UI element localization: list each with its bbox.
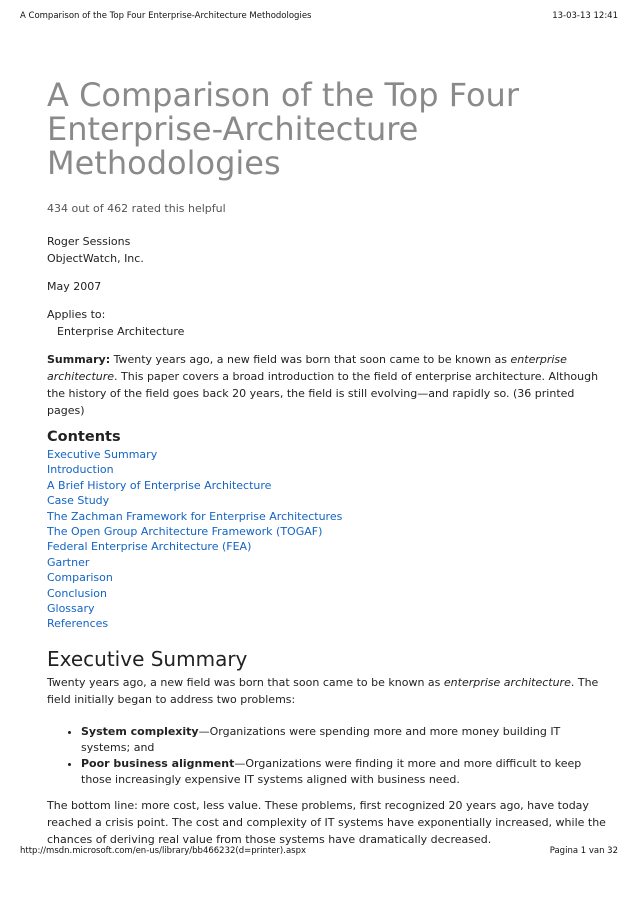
toc-link-fea[interactable]: Federal Enterprise Architecture (FEA) (47, 540, 252, 554)
toc-link-gartner[interactable]: Gartner (47, 555, 90, 569)
toc-link-zachman[interactable]: The Zachman Framework for Enterprise Architectures (47, 509, 343, 523)
table-of-contents (47, 447, 607, 632)
summary-paragraph (47, 351, 607, 419)
list-item (81, 724, 607, 756)
print-header-datetime: 13-03-13 12:41 (552, 11, 618, 21)
print-footer-url: http://msdn.microsoft.com/en-us/library/bb466232(d=printer).aspx (20, 846, 307, 856)
summary-text-1: Twenty years ago, a new field was born that soon came to be known as (110, 353, 511, 366)
intro-text-1: Twenty years ago, a new field was born that soon came to be known as (47, 675, 444, 689)
intro-text-2: . The field initially began to address two problems: (47, 675, 599, 706)
print-header (20, 11, 618, 21)
toc-link-togaf[interactable]: The Open Group Architecture Framework (TOGAF) (47, 525, 323, 539)
publish-date: May 2007 (47, 280, 102, 293)
applies-to (47, 306, 607, 340)
bullet-term: System complexity (81, 724, 199, 738)
bullet-term: Poor business alignment (81, 756, 235, 770)
article-content (47, 78, 607, 848)
summary-label: Summary: (47, 353, 111, 366)
list-item (81, 756, 607, 788)
toc-link-executive-summary[interactable]: Executive Summary (47, 448, 158, 461)
bullet-text: —Organizations were finding it more and more difficult to keep those increasingly expensive IT systems aligned with business need. (81, 756, 582, 786)
applies-to-label: Applies to: (47, 308, 106, 321)
print-footer-page-number: Pagina 1 van 32 (549, 846, 618, 856)
contents-heading: Contents (47, 429, 121, 445)
print-footer (20, 846, 618, 856)
helpful-rating: 434 out of 462 rated this helpful (47, 202, 226, 215)
toc-link-conclusion[interactable]: Conclusion (47, 586, 107, 600)
bullet-text: —Organizations were spending more and more money building IT systems; and (81, 724, 561, 754)
toc-link-comparison[interactable]: Comparison (47, 571, 113, 585)
toc-link-case-study[interactable]: Case Study (47, 494, 110, 508)
toc-link-brief-history[interactable]: A Brief History of Enterprise Architecture (47, 478, 272, 492)
executive-summary-intro (47, 674, 607, 708)
author-company: ObjectWatch, Inc. (47, 252, 144, 265)
applies-to-item: Enterprise Architecture (57, 325, 185, 338)
author-name: Roger Sessions (47, 235, 131, 248)
author-block (47, 233, 607, 267)
toc-link-glossary[interactable]: Glossary (47, 602, 95, 616)
summary-emphasis: enterprise architecture (47, 353, 567, 383)
executive-summary-heading: Executive Summary (47, 646, 248, 671)
bottom-line-paragraph: The bottom line: more cost, less value. These problems, first recognized 20 years ago, have today reached a crisis point. The cost and complexity of IT systems have exponentially increased, while the chances of deriving real value from those systems have dramatically decreased. (47, 798, 606, 846)
print-header-title: A Comparison of the Top Four Enterprise-Architecture Methodologies (20, 11, 312, 21)
problems-list (47, 724, 607, 788)
toc-link-references[interactable]: References (47, 617, 109, 631)
page-title: A Comparison of the Top Four Enterprise-Architecture Methodologies (47, 76, 519, 182)
toc-link-introduction[interactable]: Introduction (47, 463, 114, 477)
summary-text-2: . This paper covers a broad introduction to the field of enterprise architecture. Although the history of the field goes back 20 years, the field is still evolving—and rapidly so. (36 printed pages) (47, 370, 599, 417)
intro-emphasis: enterprise architecture (443, 675, 571, 689)
